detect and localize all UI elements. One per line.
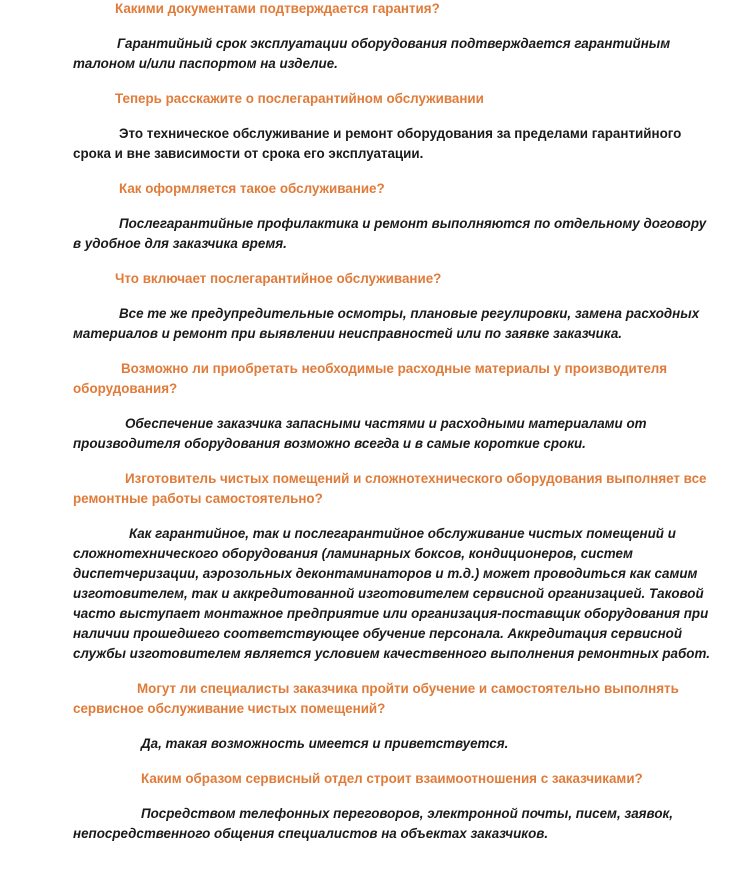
faq-question: Изготовитель чистых помещений и сложнотехнического оборудования выполняет все ремонтные работы самостоятельно?	[73, 471, 711, 506]
faq-document	[73, 0, 713, 844]
faq-question: Каким образом сервисный отдел строит взаимоотношения с заказчиками?	[141, 771, 643, 786]
faq-question: Какими документами подтверждается гарантия?	[115, 1, 440, 16]
faq-answer: Гарантийный срок эксплуатации оборудования подтверждается гарантийным талоном и/или паспортом на изделие.	[73, 36, 674, 71]
faq-question: Возможно ли приобретать необходимые расходные материалы у производителя оборудования?	[73, 361, 671, 396]
faq-question: Теперь расскажите о послегарантийном обслуживании	[115, 91, 484, 106]
faq-answer: Послегарантийные профилактика и ремонт выполняются по отдельному договору в удобное для заказчика время.	[73, 216, 710, 251]
faq-question: Как оформляется такое обслуживание?	[119, 181, 385, 196]
faq-answer: Как гарантийное, так и послегарантийное обслуживание чистых помещений и сложнотехнического оборудования (ламинарных боксов, кондиционеров, систем диспетчеризации, аэрозольных деконтаминаторов и т.д.) может проводиться как самим изготовителем, так и аккредитованной изготовителем сервисной организацией. Таковой часто выступает монтажное предприятие или организация-поставщик оборудования при наличии прошедшего соответствующее обучение персонала. Аккредитация сервисной службы изготовителем является условием качественного выполнения ремонтных работ.	[73, 526, 713, 661]
faq-question: Могут ли специалисты заказчика пройти обучение и самостоятельно выполнять сервисное обслуживание чистых помещений?	[73, 681, 683, 716]
faq-answer: Это техническое обслуживание и ремонт оборудования за пределами гарантийного срока и вне зависимости от срока его эксплуатации.	[73, 126, 686, 161]
faq-answer: Обеспечение заказчика запасными частями и расходными материалами от производителя оборудования возможно всегда и в самые короткие сроки.	[73, 416, 651, 451]
faq-answer: Да, такая возможность имеется и приветствуется.	[141, 736, 509, 751]
faq-answer: Все те же предупредительные осмотры, плановые регулировки, замена расходных материалов и ремонт при выявлении неисправностей или по заявке заказчика.	[73, 306, 703, 341]
faq-answer: Посредством телефонных переговоров, электронной почты, писем, заявок, непосредственного общения специалистов на объектах заказчиков.	[73, 806, 677, 841]
faq-question: Что включает послегарантийное обслуживание?	[115, 271, 442, 286]
